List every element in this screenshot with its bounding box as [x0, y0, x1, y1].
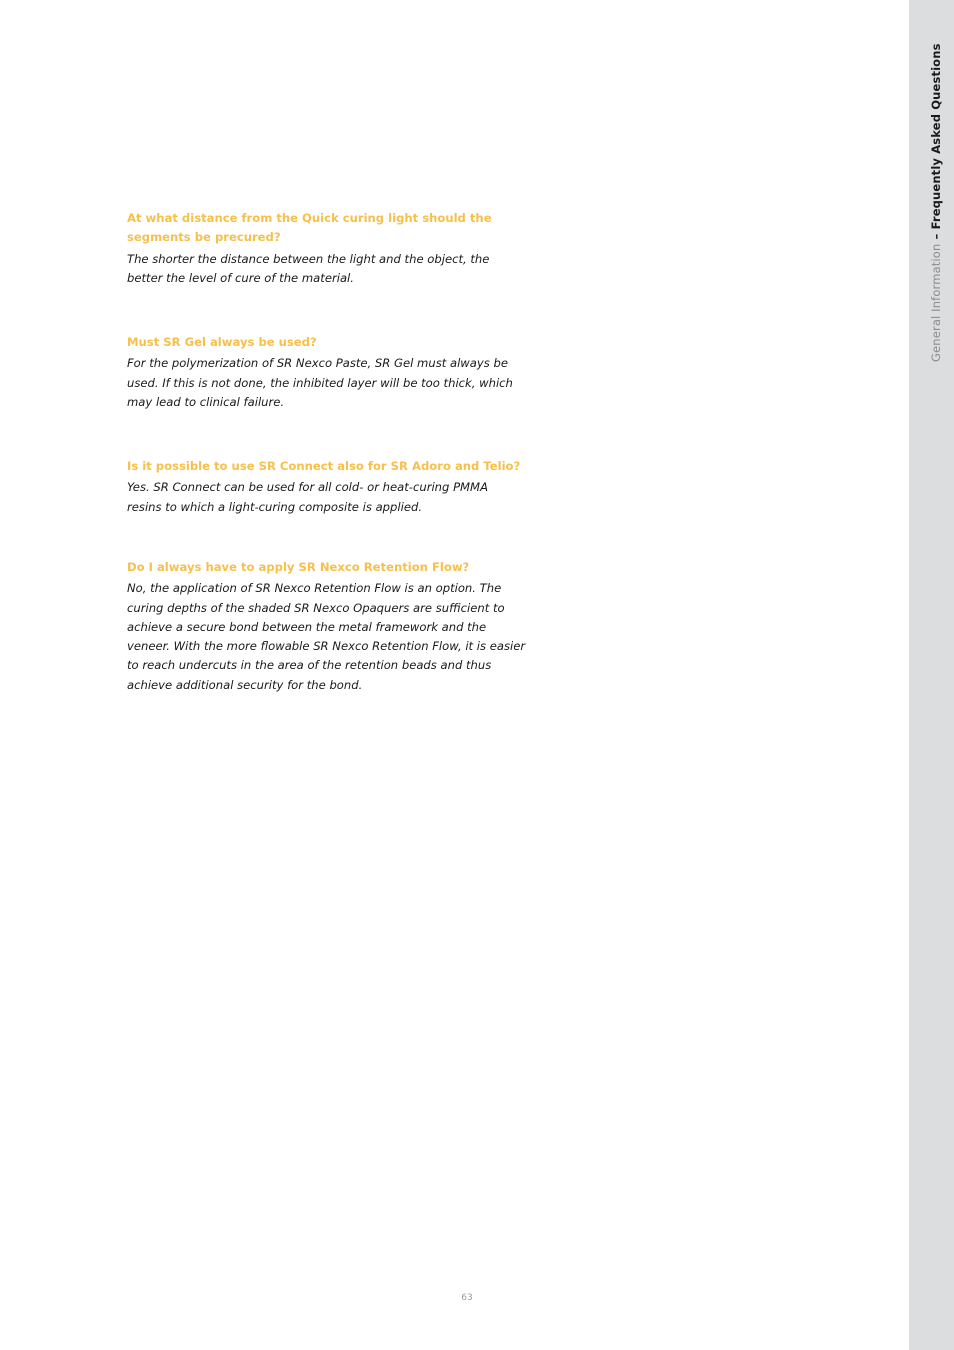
question-line: At what distance from the Quick curing light should the — [127, 211, 492, 225]
sidebar-section-name: General Information — [929, 243, 943, 362]
answer-line: Yes. SR Connect can be used for all cold- or heat-curing PMMA — [127, 480, 488, 495]
faq-answer — [127, 354, 527, 412]
answer-line: achieve additional security for the bond. — [127, 677, 363, 692]
faq-item-3 — [127, 457, 527, 517]
faq-question — [127, 209, 527, 248]
faq-answer — [127, 579, 527, 695]
sidebar-section-label — [929, 43, 943, 362]
answer-line: may lead to clinical failure. — [127, 394, 285, 409]
faq-question — [127, 558, 527, 577]
answer-line: used. If this is not done, the inhibited layer will be too thick, which — [127, 375, 513, 390]
faq-answer — [127, 250, 527, 289]
answer-line: No, the application of SR Nexco Retention Flow is an option. The — [127, 581, 502, 596]
question-line: Is it possible to use SR Connect also for SR Adoro and Telio? — [127, 459, 521, 473]
answer-line: curing depths of the shaded SR Nexco Opaquers are sufficient to — [127, 600, 505, 615]
faq-item-2 — [127, 333, 527, 412]
answer-line: veneer. With the more flowable SR Nexco Retention Flow, it is easier — [127, 639, 526, 654]
faq-question — [127, 457, 527, 476]
answer-line: achieve a secure bond between the metal framework and the — [127, 619, 487, 634]
answer-line: For the polymerization of SR Nexco Paste, SR Gel must always be — [127, 356, 508, 371]
answer-line: to reach undercuts in the area of the retention beads and thus — [127, 658, 492, 673]
answer-line: resins to which a light-curing composite is applied. — [127, 499, 423, 514]
page-number: 63 — [461, 1293, 473, 1303]
faq-item-4 — [127, 558, 527, 695]
faq-answer — [127, 478, 527, 517]
answer-line: The shorter the distance between the light and the object, the — [127, 251, 490, 266]
answer-line: better the level of cure of the material. — [127, 270, 354, 285]
sidebar-separator: – — [929, 229, 943, 244]
question-line: Do I always have to apply SR Nexco Retention Flow? — [127, 560, 470, 574]
sidebar-topic-name: Frequently Asked Questions — [929, 43, 943, 230]
question-line: Must SR Gel always be used? — [127, 335, 317, 349]
faq-question — [127, 333, 527, 352]
faq-item-1 — [127, 209, 527, 288]
question-line: segments be precured? — [127, 230, 281, 245]
